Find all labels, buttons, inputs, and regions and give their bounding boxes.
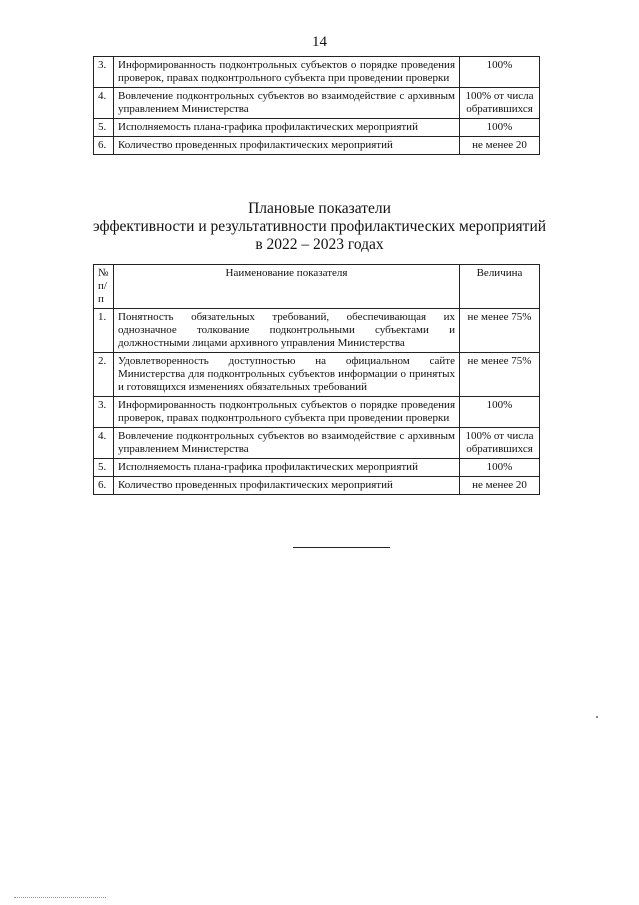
- indicators-table: [93, 264, 540, 495]
- row-number: 6.: [94, 137, 114, 155]
- indicators-table-continued: [93, 56, 540, 155]
- table-row: [94, 397, 540, 428]
- indicator-name: Исполняемость плана-графика профилактических мероприятий: [114, 459, 460, 477]
- indicator-value: 100%: [460, 119, 540, 137]
- row-number: 5.: [94, 119, 114, 137]
- row-number: 1.: [94, 309, 114, 353]
- table-row: [94, 459, 540, 477]
- indicator-value: не менее 75%: [460, 309, 540, 353]
- speck: [596, 716, 598, 718]
- table-row: [94, 57, 540, 88]
- heading-line: в 2022 – 2023 годах: [255, 236, 384, 253]
- row-number: 3.: [94, 57, 114, 88]
- table-row: [94, 477, 540, 495]
- row-number: 5.: [94, 459, 114, 477]
- page-number: 14: [312, 34, 327, 50]
- closing-rule: [293, 547, 390, 548]
- indicator-name: Понятность обязательных требований, обеспечивающая их однозначное толкование подконтрольными субъектами и должностными лицами архивного управления Министерства: [114, 309, 460, 353]
- indicator-name: Информированность подконтрольных субъектов о порядке проведения проверок, правах подконтрольного субъекта при проведении проверки: [114, 397, 460, 428]
- table-row: [94, 353, 540, 397]
- indicator-value: не менее 20: [460, 137, 540, 155]
- indicator-name: Вовлечение подконтрольных субъектов во взаимодействие с архивным управлением Министерства: [114, 428, 460, 459]
- indicator-name: Исполняемость плана-графика профилактических мероприятий: [114, 119, 460, 137]
- table-row: [94, 428, 540, 459]
- heading-line: Плановые показатели: [248, 200, 391, 217]
- indicator-name: Информированность подконтрольных субъектов о порядке проведения проверок, правах подконтрольного субъекта при проведении проверки: [114, 57, 460, 88]
- column-header-name: Наименование показателя: [114, 265, 460, 309]
- row-number: 3.: [94, 397, 114, 428]
- indicator-value: 100%: [460, 397, 540, 428]
- table-row: [94, 309, 540, 353]
- indicator-name: Количество проведенных профилактических мероприятий: [114, 137, 460, 155]
- indicator-name: Вовлечение подконтрольных субъектов во взаимодействие с архивным управлением Министерства: [114, 88, 460, 119]
- table-row: [94, 88, 540, 119]
- row-number: 2.: [94, 353, 114, 397]
- indicator-value: 100% от числа обратившихся: [460, 428, 540, 459]
- indicator-value: не менее 75%: [460, 353, 540, 397]
- table-header-row: [94, 265, 540, 309]
- column-header-number: № п/п: [94, 265, 114, 309]
- column-header-value: Величина: [460, 265, 540, 309]
- indicator-name: Удовлетворенность доступностью на официальном сайте Министерства для подконтрольных субъектов информации о принятых и готовящихся изменениях обязательных требований: [114, 353, 460, 397]
- footer-dotted-line: [14, 897, 106, 898]
- table-row: [94, 137, 540, 155]
- indicator-name: Количество проведенных профилактических мероприятий: [114, 477, 460, 495]
- indicator-value: 100%: [460, 57, 540, 88]
- row-number: 4.: [94, 88, 114, 119]
- indicator-value: не менее 20: [460, 477, 540, 495]
- indicator-value: 100%: [460, 459, 540, 477]
- indicator-value: 100% от числа обратившихся: [460, 88, 540, 119]
- row-number: 6.: [94, 477, 114, 495]
- row-number: 4.: [94, 428, 114, 459]
- section-heading: [0, 200, 639, 254]
- heading-line: эффективности и результативности профилактических мероприятий: [92, 218, 547, 235]
- table-row: [94, 119, 540, 137]
